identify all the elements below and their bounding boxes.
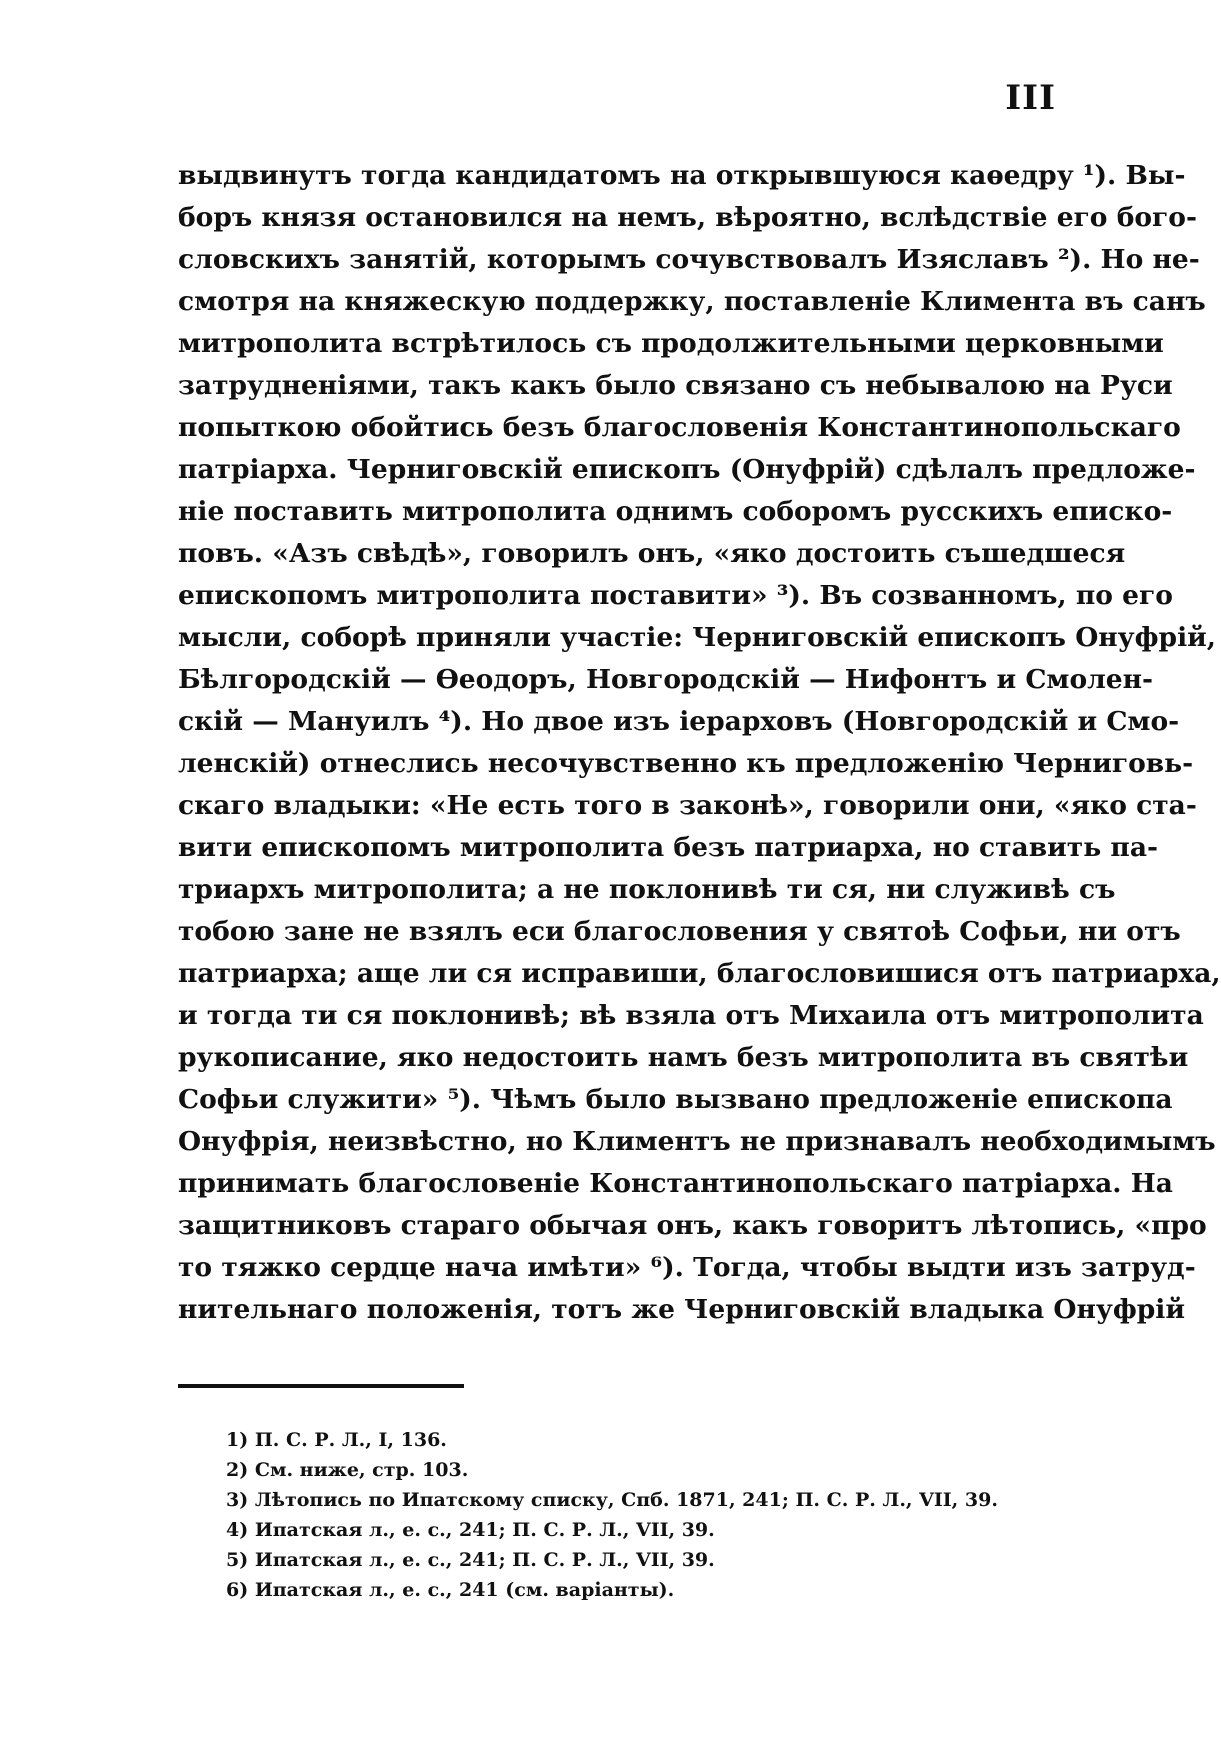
footnote: 2) См. ниже, стр. 103.	[226, 1459, 469, 1481]
footnote: 1) П. С. Р. Л., I, 136.	[226, 1429, 447, 1451]
footnote: 3) Лѣтопись по Ипатскому списку, Спб. 1871, 241; П. С. Р. Л., VII, 39.	[226, 1489, 998, 1511]
text-line: защитниковъ стараго обычая онъ, какъ говоритъ лѣтопись, «про	[178, 1210, 1207, 1241]
text-line: митрополита встрѣтилось съ продолжительными церковными	[178, 328, 1164, 359]
text-line: скій — Мануилъ ⁴). Но двое изъ іерарховъ (Новгородскій и Смо-	[178, 706, 1180, 737]
text-line: триархъ митрополита; а не поклонивѣ ти ся, ни служивѣ съ	[178, 874, 1116, 905]
footnote: 4) Ипатская л., е. с., 241; П. С. Р. Л., VII, 39.	[226, 1519, 715, 1541]
text-line: смотря на княжескую поддержку, поставленіе Климента въ санъ	[178, 286, 1206, 317]
text-line: ніе поставить митрополита однимъ соборомъ русскихъ еписко-	[178, 496, 1173, 527]
text-line: вити епископомъ митрополита безъ патриарха, но ставить па-	[178, 832, 1158, 863]
text-line: попыткою обойтись безъ благословенія Константинопольскаго	[178, 412, 1181, 443]
page-number: III	[1005, 78, 1056, 118]
main-text	[178, 155, 1221, 1331]
text-line: Онуфрія, неизвѣстно, но Климентъ не признавалъ необходимымъ	[178, 1126, 1216, 1157]
text-line: рукописание, яко недостоить намъ безъ митрополита въ святѣи	[178, 1042, 1189, 1073]
text-line: нительнаго положенія, тотъ же Черниговскій владыка Онуфрій	[178, 1294, 1185, 1325]
text-line: повъ. «Азъ свѣдѣ», говорилъ онъ, «яко достоить съшедшеся	[178, 538, 1126, 569]
text-line: патріарха. Черниговскій епископъ (Онуфрій) сдѣлалъ предложе-	[178, 454, 1196, 485]
text-line: патриарха; аще ли ся исправиши, благословишися отъ патриарха,	[178, 958, 1221, 989]
text-line: то тяжко сердце нача имѣти» ⁶). Тогда, чтобы выдти изъ затруд-	[178, 1252, 1196, 1283]
text-line: тобою зане не взялъ еси благословения у святоѣ Софьи, ни отъ	[178, 916, 1181, 947]
text-line: ленскій) отнеслись несочувственно къ предложенію Черниговь-	[178, 748, 1194, 779]
text-line: принимать благословеніе Константинопольскаго патріарха. На	[178, 1168, 1173, 1199]
text-line: словскихъ занятій, которымъ сочувствовалъ Изяславъ ²). Но не-	[178, 244, 1200, 275]
text-line: боръ князя остановился на немъ, вѣроятно, вслѣдствіе его бого-	[178, 202, 1197, 233]
text-line: выдвинутъ тогда кандидатомъ на открывшуюся каѳедру ¹). Вы-	[178, 160, 1186, 191]
text-line: мысли, соборѣ приняли участіе: Черниговскій епископъ Онуфрій,	[178, 622, 1217, 653]
text-line: Софьи служити» ⁵). Чѣмъ было вызвано предложеніе епископа	[178, 1084, 1173, 1115]
footnote: 5) Ипатская л., е. с., 241; П. С. Р. Л., VII, 39.	[226, 1549, 715, 1571]
text-line: скаго владыки: «Не есть того в законѣ», говорили они, «яко ста-	[178, 790, 1197, 821]
footnote-divider	[178, 1384, 464, 1388]
footnote: 6) Ипатская л., е. с., 241 (см. варіанты).	[226, 1579, 675, 1601]
text-line: затрудненіями, такъ какъ было связано съ небывалою на Руси	[178, 370, 1173, 401]
text-line: Бѣлгородскій — Ѳеодоръ, Новгородскій — Нифонтъ и Смолен-	[178, 664, 1154, 695]
text-line: и тогда ти ся поклонивѣ; вѣ взяла отъ Михаила отъ митрополита	[178, 1000, 1204, 1031]
footnotes	[226, 1425, 1046, 1605]
text-line: епископомъ митрополита поставити» ³). Въ созванномъ, по его	[178, 580, 1173, 611]
